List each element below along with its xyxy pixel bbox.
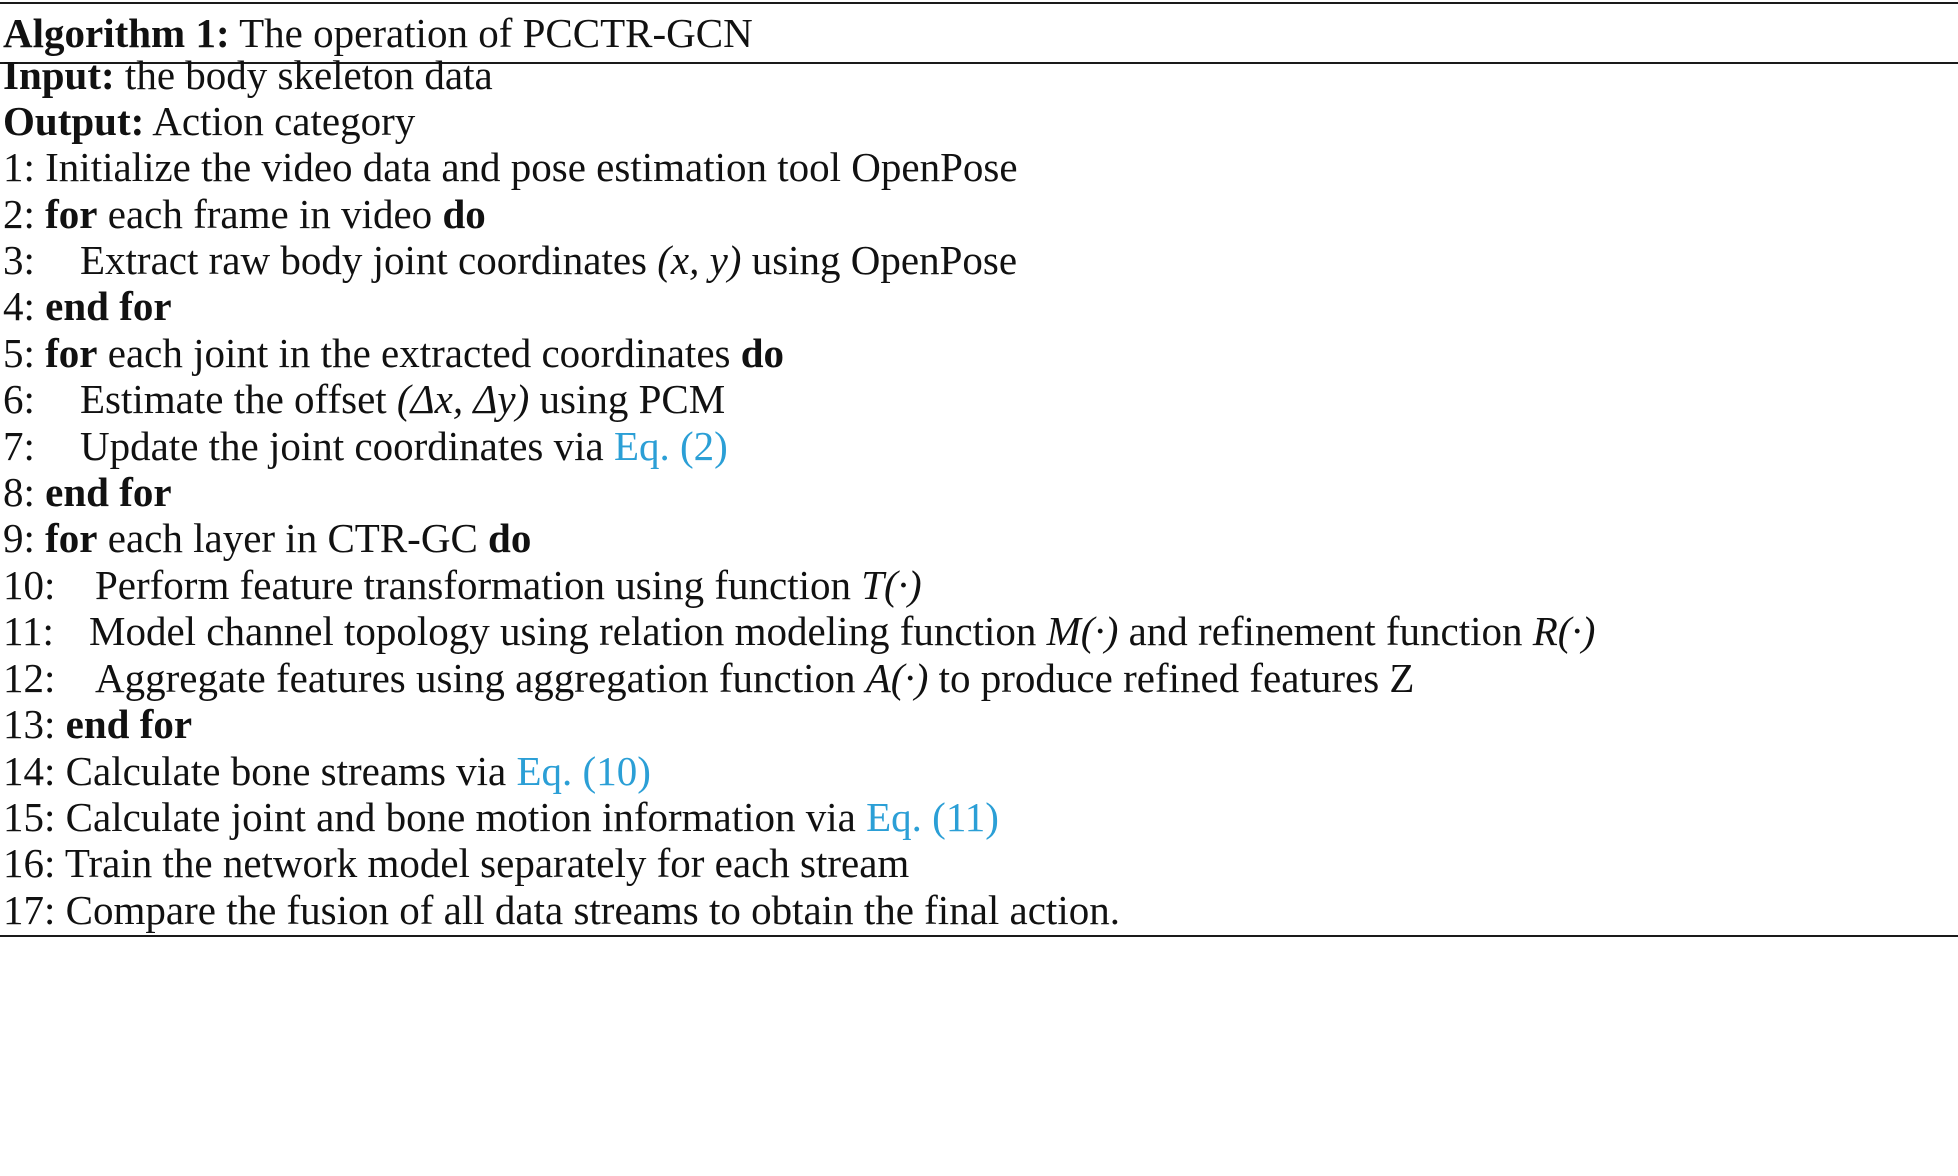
step-text: Model channel topology using relation modeling function [89, 608, 1047, 654]
math-expression: A(·) [865, 655, 929, 701]
step-text: Aggregate features using aggregation function [95, 655, 866, 701]
step-text: Update the joint coordinates via [80, 423, 614, 469]
keyword-end-for: end for [65, 701, 193, 747]
step-number: 11: [3, 608, 54, 654]
step-text: Calculate bone streams via [65, 748, 517, 794]
step-number: 16: [3, 840, 56, 886]
step-number: 9: [3, 515, 35, 561]
step-number: 7: [3, 423, 35, 469]
keyword-for: for [45, 330, 98, 376]
math-expression: R(·) [1532, 608, 1596, 654]
math-expression: (x, y) [657, 237, 742, 283]
output-text: Action category [152, 98, 416, 144]
step-number: 13: [3, 701, 56, 747]
step-text: Compare the fusion of all data streams to obtain the final action. [65, 887, 1120, 933]
step-text-tail: using PCM [529, 376, 726, 422]
input-label: Input: [3, 52, 115, 98]
keyword-do: do [442, 191, 486, 237]
step-text: Initialize the video data and pose estimation tool OpenPose [45, 144, 1018, 190]
algorithm-title: The operation of PCCTR-GCN [239, 10, 753, 56]
keyword-do: do [740, 330, 785, 376]
input-text: the body skeleton data [124, 52, 493, 98]
step-text: Perform feature transformation using function [95, 562, 862, 608]
math-expression: T(·) [861, 562, 922, 608]
step-number: 2: [3, 191, 35, 237]
step-text: each layer in CTR-GC [107, 515, 478, 561]
step-number: 10: [3, 562, 56, 608]
step-17 [3, 881, 1120, 939]
math-expression: M(·) [1046, 608, 1119, 654]
equation-reference-link[interactable]: Eq. (2) [613, 423, 728, 469]
keyword-for: for [45, 515, 98, 561]
math-expression: (Δx, Δy) [396, 376, 530, 422]
keyword-for: for [45, 191, 98, 237]
step-text: Train the network model separately for each stream [64, 840, 910, 886]
step-text-mid: and refinement function [1118, 608, 1533, 654]
step-number: 17: [3, 887, 56, 933]
keyword-end-for: end for [45, 469, 172, 515]
step-text: Calculate joint and bone motion information via [65, 794, 867, 840]
step-number: 4: [3, 283, 35, 329]
step-text: each joint in the extracted coordinates [107, 330, 731, 376]
step-text-tail: using OpenPose [741, 237, 1018, 283]
output-label: Output: [3, 98, 145, 144]
equation-reference-link[interactable]: Eq. (10) [516, 748, 651, 794]
step-number: 8: [3, 469, 35, 515]
step-text: each frame in video [107, 191, 433, 237]
step-number: 3: [3, 237, 35, 283]
step-number: 15: [3, 794, 56, 840]
equation-reference-link[interactable]: Eq. (11) [866, 794, 999, 840]
step-text: Extract raw body joint coordinates [80, 237, 658, 283]
step-text: Estimate the offset [80, 376, 397, 422]
algorithm-label: Algorithm 1: [3, 10, 230, 56]
step-text-tail: to produce refined features Z [928, 655, 1415, 701]
step-number: 14: [3, 748, 56, 794]
step-number: 12: [3, 655, 56, 701]
bottom-rule [0, 935, 1958, 937]
step-12 [3, 649, 1414, 707]
keyword-do: do [488, 515, 532, 561]
step-number: 5: [3, 330, 35, 376]
step-number: 1: [3, 144, 35, 190]
top-rule [0, 2, 1958, 4]
step-number: 6: [3, 376, 35, 422]
keyword-end-for: end for [45, 283, 172, 329]
